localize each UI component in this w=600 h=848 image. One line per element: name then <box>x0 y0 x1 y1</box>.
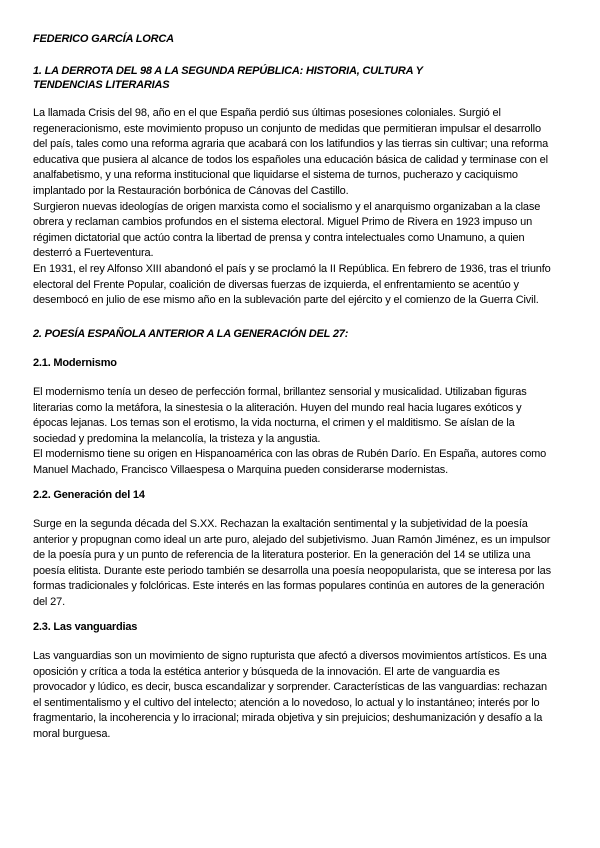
section-2-2-body <box>33 517 553 611</box>
section-1-paragraph-2: Surgieron nuevas ideologías de origen marxista como el socialismo y el anarquismo organizaban a la clase obrera y reclaman cambios profundos en el sistema electoral. Miguel Primo de Rivera en 1923 impuso un régimen dictatorial que actúo contra la libertad de prensa y contra intelectuales como Unamuno, a quien desterró a Fuerteventura. <box>33 200 541 260</box>
section-2-1-heading: 2.1. Modernismo <box>33 357 117 369</box>
section-1-heading-line-1: 1. LA DERROTA DEL 98 A LA SEGUNDA REPÚBLICA: HISTORIA, CULTURA Y <box>33 65 423 77</box>
document-title: FEDERICO GARCÍA LORCA <box>33 33 174 45</box>
section-2-2-heading: 2.2. Generación del 14 <box>33 489 145 501</box>
section-1-heading-line-2: TENDENCIAS LITERARIAS <box>33 79 170 91</box>
section-2-3-heading: 2.3. Las vanguardias <box>33 621 138 633</box>
section-2-3-body <box>33 649 553 743</box>
section-2-3-paragraph-1: Las vanguardias son un movimiento de signo rupturista que afectó a diversos movimientos artísticos. Es una oposición y crítica a toda la estética anterior y búsqueda de la innovación. El arte de vanguardia es provocador y lúdico, es decir, busca escandalizar y sorprender. Características de las vanguardias: rechazan el sentimentalismo y el cultivo del intelecto; atención a lo novedoso, lo actual y lo instantáneo; interés por lo fragmentario, la incoherencia y lo irracional; mirada objetiva y sin prejuicios; deshumanización y desafío a la moral burguesa. <box>33 650 547 740</box>
section-2-2-paragraph-1: Surge en la segunda década del S.XX. Rechazan la exaltación sentimental y la subjetividad de la poesía anterior y propugnan como ideal un arte puro, alejado del subjetivismo. Juan Ramón Jiménez, es un impulsor de la poesía pura y un punto de referencia de la literatura posterior. En la generación del 14 se utiliza una poesía elitista. Durante este periodo también se desarrolla una poesía neopopularista, que se interesa por las formas tradicionales y folclóricas. Este interés en las formas populares continúa en autores de la generación del 27. <box>33 518 551 608</box>
section-2-1-paragraph-1: El modernismo tenía un deseo de perfección formal, brillantez sensorial y musicalidad. Utilizaban figuras literarias como la metáfora, la sinestesia o la aliteración. Huyen del mundo real hacia lugares exóticos y épocas lejanas. Los temas son el erotismo, la vida nocturna, el crimen y el malditismo. Se aíslan de la sociedad y predomina la melancolía, la tristeza y la angustia. <box>33 386 527 445</box>
section-1-paragraph-3: En 1931, el rey Alfonso XIII abandonó el país y se proclamó la II República. En febrero de 1936, tras el triunfo electoral del Frente Popular, coalición de diversas fuerzas de izquierda, el enfrentamiento se acentúo y desembocó en julio de ese mismo año en la sublevación parte del ejército y el comienzo de la Guerra Civil. <box>33 262 551 307</box>
section-2-heading: 2. POESÍA ESPAÑOLA ANTERIOR A LA GENERACIÓN DEL 27: <box>33 328 349 340</box>
section-2-1-paragraph-2: El modernismo tiene su origen en Hispanoamérica con las obras de Rubén Darío. En España, autores como Manuel Machado, Francisco Villaespesa o Marquina pueden considerarse modernistas. <box>33 448 547 476</box>
section-1-paragraph-1: La llamada Crisis del 98, año en el que España perdió sus últimas posesiones coloniales. Surgió el regeneracionismo, este movimiento propuso un conjunto de medidas que permitieran impulsar el desarrollo del país, tales como una reforma agraria que acabará con los latifundios y las tierras sin cultivar; una reforma educativa que pusiera al alcance de todos los españoles una educación básica de calidad y terminase con el analfabetismo, y una reforma institucional que liquidarse el sistema de turnos, pucherazo y caciquismo implantado por la Restauración borbónica de Cánovas del Castillo. <box>33 107 549 197</box>
section-1-heading <box>33 64 503 92</box>
section-1-body <box>33 106 553 309</box>
section-2-1-body <box>33 385 553 479</box>
